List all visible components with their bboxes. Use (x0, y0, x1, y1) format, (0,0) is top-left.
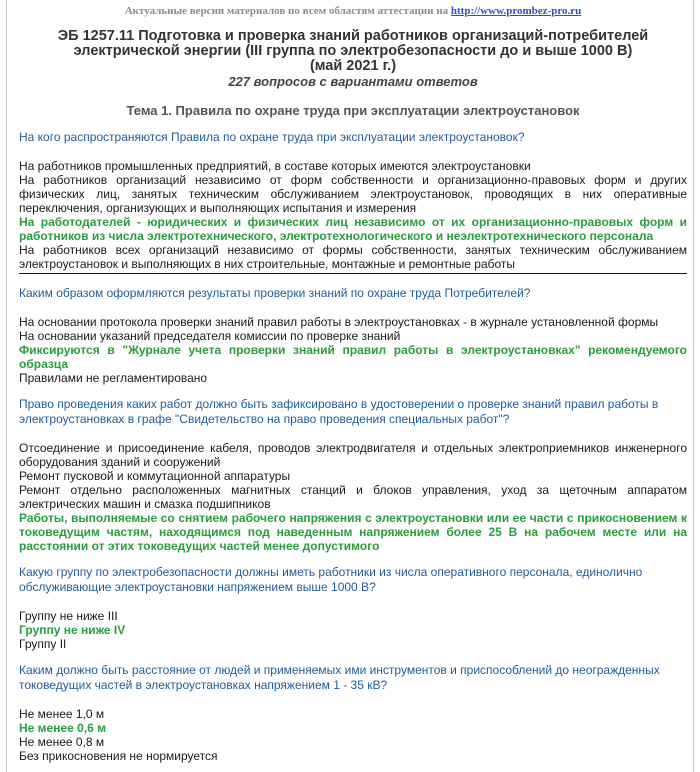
banner-text: Актуальные версии материалов по всем областям аттестации на (124, 5, 451, 17)
title-line-3: (май 2021 г.) (309, 58, 397, 74)
answer-option: Ремонт пусковой и коммутационной аппаратуры (19, 469, 291, 483)
document-title (19, 29, 687, 74)
correct-answer: Фиксируются в "Журнале учета проверки знаний правил работы в электроустановках" рекомендуемого образца (19, 343, 687, 371)
document-page (19, 0, 687, 763)
answer-option: Ремонт отдельно расположенных магнитных станций и блоков управления, уход за щеточным аппаратом электрических машин и смазка подшипников (19, 483, 687, 511)
document-subtitle: 227 вопросов с вариантами ответов (228, 74, 478, 89)
title-line-2: электрической энергии (III группа по электробезопасности до и выше 1000 В) (73, 43, 633, 59)
answer-option: На работников организаций независимо от форм собственности и организационно-правовых форм и других физических лиц, занятых техническим обслуживанием электроустановок, проводящих в них оперативные переключения, организующих и выполняющих испытания и измерения (19, 173, 687, 215)
answer-list (19, 441, 687, 553)
answer-list (19, 159, 687, 271)
correct-answer: На работодателей - юридических и физических лиц независимо от их организационно-правовых форм и работников из числа электротехнического, электротехнологического и неэлектротехнического персонала (19, 215, 687, 243)
top-banner (19, 5, 687, 19)
answer-option: На основании протокола проверки знаний правил работы в электроустановках - в журнале установленной формы (19, 315, 659, 329)
answer-option: Без прикосновения не нормируется (19, 749, 218, 763)
page-border-left (6, 0, 7, 772)
answer-list (19, 315, 687, 385)
answer-option: На работников промышленных предприятий, в составе которых имеются электроустановки (19, 159, 531, 173)
answer-option: На основании указаний председателя комиссии по проверке знаний (19, 329, 401, 343)
banner-link[interactable]: http://www.prombez-pro.ru (450, 5, 582, 17)
answer-option: Группу не ниже III (19, 609, 118, 623)
title-line-1: ЭБ 1257.11 Подготовка и проверка знаний работников организаций-потребителей (57, 28, 649, 44)
answer-option: Не менее 0,8 м (19, 735, 105, 749)
question-text: На кого распространяются Правила по охране труда при эксплуатации электроустановок? (19, 130, 525, 144)
section-divider (19, 273, 687, 274)
answer-option: Не менее 1,0 м (19, 707, 105, 721)
question-text: Каким образом оформляются результаты проверки знаний по охране труда Потребителей? (19, 286, 531, 300)
correct-answer: Работы, выполняемые со снятием рабочего напряжения с электроустановки или ее части с прикосновением к токоведущим частям, находящимся под наведенным напряжением более 25 В на рабочем месте или на расстоянии от этих токоведущих частей менее допустимого (19, 511, 687, 553)
answer-option: Группу II (19, 637, 67, 651)
question-text: Право проведения каких работ должно быть зафиксировано в удостоверении о проверке знаний правил работы в электроустановках в графе "Свидетельство на право проведения специальных работ"? (19, 397, 659, 426)
answer-list (19, 609, 687, 651)
question-text: Каким должно быть расстояние от людей и применяемых ими инструментов и приспособлений до неогражденных токоведущих частей в электроустановках напряжением 1 - 35 кВ? (19, 663, 660, 692)
correct-answer: Не менее 0,6 м (19, 721, 107, 735)
answer-option: Правилами не регламентировано (19, 371, 208, 385)
topic-heading: Тема 1. Правила по охране труда при эксплуатации электроустановок (126, 103, 580, 118)
answer-option: На работников всех организаций независимо от формы собственности, занятых техническим обслуживанием электроустановок и выполняющих в них строительные, монтажные и ремонтные работы (19, 243, 687, 271)
answer-option: Отсоединение и присоединение кабеля, проводов электродвигателя и отдельных электроприемников инженерного оборудования зданий и сооружений (19, 441, 687, 469)
question-text: Какую группу по электробезопасности должны иметь работники из числа оперативного персонала, единолично обслуживающие электроустановки напряжением выше 1000 В? (19, 565, 643, 594)
answer-list (19, 707, 687, 763)
page-border-right (693, 0, 694, 772)
correct-answer: Группу не ниже IV (19, 623, 126, 637)
